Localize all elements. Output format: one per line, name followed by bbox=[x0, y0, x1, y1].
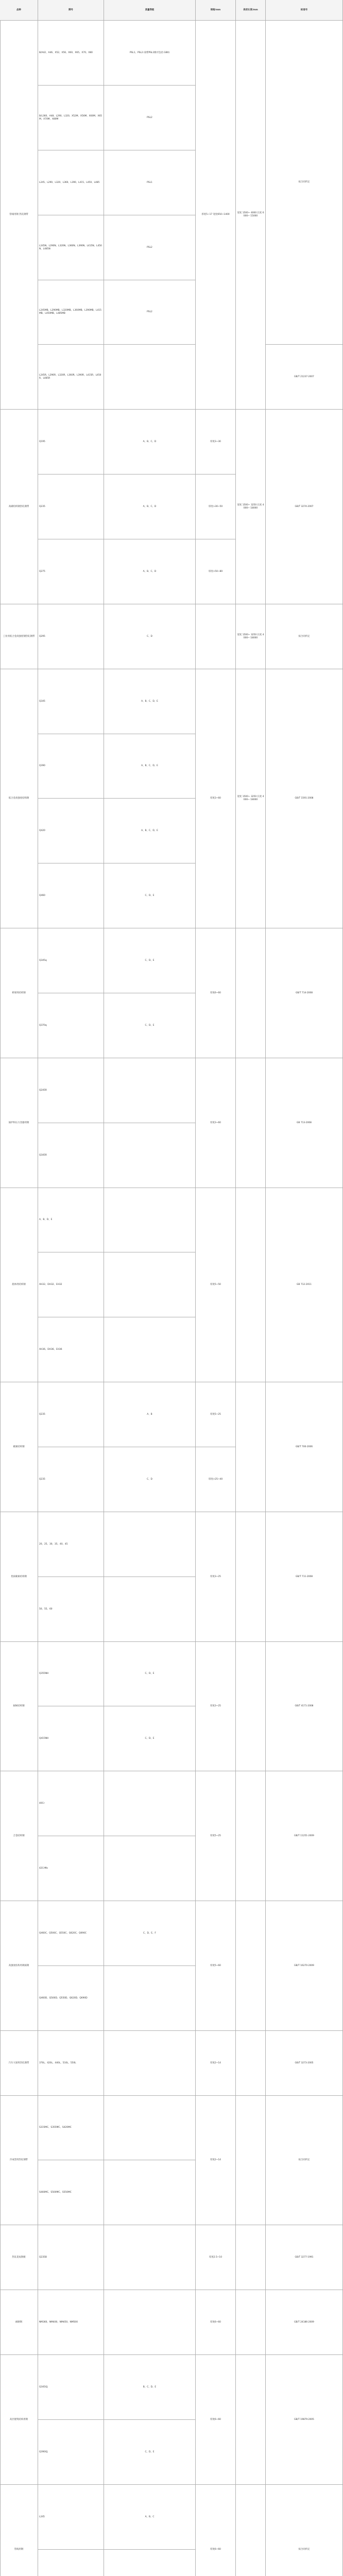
std-cell bbox=[266, 669, 343, 928]
grade-cell bbox=[38, 21, 104, 86]
header-cell-text: 供货长度/mm bbox=[243, 8, 258, 11]
std-cell bbox=[266, 1188, 343, 1382]
grade-cell-text: Q460 bbox=[39, 894, 45, 897]
grade-cell-text: 370L、420L、440L、510L、550L bbox=[39, 2061, 76, 2064]
category-cell-text: 工业用低合金高强度钢热轧钢带 bbox=[3, 635, 35, 638]
header-cell-text: 牌号 bbox=[68, 8, 73, 11]
spec-cell-text: 厚度6~60 bbox=[210, 2320, 221, 2324]
grade-cell bbox=[38, 669, 104, 734]
grade-cell-text: Q345GJ bbox=[39, 2385, 48, 2388]
grade-cell bbox=[38, 2549, 104, 2576]
length-cell-text: 宽度 1500~ 3250 长度 4000~ 18000 bbox=[237, 503, 264, 510]
grade-cell bbox=[38, 1512, 104, 1577]
category-cell-text: 耐磨钢 bbox=[15, 2320, 23, 2324]
std-cell bbox=[266, 1771, 343, 1901]
spec-cell-text: 厚度5~50 bbox=[210, 1283, 221, 1286]
header-cell-text: 质量等级 bbox=[145, 8, 155, 11]
std-cell bbox=[266, 345, 343, 410]
std-cell bbox=[266, 1058, 343, 1188]
spec-cell-text: 厚度5~25 bbox=[210, 1413, 221, 1416]
spec-cell-text: 厚度3~25 bbox=[210, 1575, 221, 1578]
spec-cell-text: 厚度5~60 bbox=[210, 1964, 221, 1967]
length-cell bbox=[236, 21, 266, 410]
grade-cell bbox=[38, 410, 104, 474]
length-cell bbox=[236, 2485, 266, 2576]
category-cell bbox=[0, 928, 38, 1058]
std-cell bbox=[266, 21, 343, 345]
category-cell-text: 桥梁用结构钢 bbox=[12, 991, 26, 994]
quality-cell bbox=[104, 1123, 196, 1188]
grade-cell bbox=[38, 1771, 104, 1836]
category-cell-text: 热轧花纹钢板 bbox=[12, 2256, 26, 2259]
grade-cell bbox=[38, 86, 104, 150]
quality-cell bbox=[104, 1577, 196, 1642]
std-cell-text: GB/T 1591-2008 bbox=[295, 797, 314, 800]
length-cell bbox=[236, 928, 266, 1058]
spec-cell bbox=[196, 2290, 236, 2355]
grade-cell bbox=[38, 2485, 104, 2550]
grade-cell bbox=[38, 150, 104, 215]
grade-cell-text: AH36、DH36、EH36 bbox=[39, 1348, 62, 1351]
quality-cell-text: C、D、E bbox=[145, 894, 155, 897]
spec-cell bbox=[196, 474, 236, 539]
grade-cell bbox=[38, 1706, 104, 1771]
spec-cell bbox=[196, 539, 236, 604]
grade-cell-text: Q235 bbox=[39, 1478, 45, 1481]
spec-cell-text: 厚度6~60 bbox=[210, 2548, 221, 2551]
grade-cell bbox=[38, 1966, 104, 2031]
quality-cell-text: PSL2 bbox=[147, 246, 152, 249]
category-cell-text: 高强度结构用调质钢 bbox=[8, 1964, 29, 1967]
std-cell-text: GB/T 3273-2005 bbox=[295, 2061, 314, 2064]
quality-cell bbox=[104, 928, 196, 993]
quality-cell bbox=[104, 1706, 196, 1771]
grade-cell-text: A、B、D、E bbox=[39, 1218, 53, 1221]
grade-cell-text: Q415NH bbox=[39, 1737, 49, 1740]
grade-cell-text: Q370q bbox=[39, 1024, 47, 1027]
quality-cell-text: A、B、C、D bbox=[143, 570, 157, 573]
length-cell bbox=[236, 1771, 266, 1901]
spec-cell bbox=[196, 2031, 236, 2096]
spec-cell bbox=[196, 604, 236, 669]
grade-cell-text: 50、55、60 bbox=[39, 1607, 53, 1611]
std-cell bbox=[266, 2095, 343, 2225]
grade-cell bbox=[38, 799, 104, 863]
grade-cell-text: Q390GJ bbox=[39, 2450, 48, 2453]
std-cell-text: GB/T 3277-1991 bbox=[295, 2256, 314, 2259]
spec-cell bbox=[196, 21, 236, 410]
category-cell bbox=[0, 21, 38, 410]
std-cell-text: GB/T 3274-2007 bbox=[295, 505, 314, 508]
quality-cell bbox=[104, 604, 196, 669]
grade-cell bbox=[38, 1382, 104, 1447]
quality-cell bbox=[104, 2290, 196, 2355]
category-cell bbox=[0, 2290, 38, 2355]
category-cell-text: 优质碳素结构钢 bbox=[11, 1575, 27, 1578]
length-cell bbox=[236, 604, 266, 669]
grade-cell-text: Q235 bbox=[39, 505, 45, 508]
quality-cell bbox=[104, 1966, 196, 2031]
grade-cell bbox=[38, 604, 104, 669]
std-cell-text: GB/T 714-2008 bbox=[295, 991, 313, 994]
grade-cell bbox=[38, 2225, 104, 2290]
std-cell-text: GB/T 16270-2009 bbox=[294, 1964, 314, 1967]
quality-cell bbox=[104, 539, 196, 604]
quality-cell bbox=[104, 799, 196, 863]
quality-cell-text: C、D、E bbox=[145, 959, 155, 962]
category-cell-text: 管线用钢 热轧钢带 bbox=[9, 213, 28, 216]
grade-cell-text: Q460C、Q500C、Q550C、Q620C、Q690C bbox=[39, 1931, 87, 1935]
spec-cell bbox=[196, 1771, 236, 1901]
category-cell bbox=[0, 2095, 38, 2225]
spec-cell bbox=[196, 2355, 236, 2485]
category-cell bbox=[0, 2225, 38, 2290]
grade-cell bbox=[38, 280, 104, 345]
spec-cell bbox=[196, 410, 236, 474]
spec-cell-text: 厚度6~60 bbox=[210, 991, 221, 994]
spec-cell-text: 厚度2~14 bbox=[210, 2158, 221, 2161]
quality-cell-text: C、D、E bbox=[145, 1672, 155, 1675]
grade-cell-text: Q295 bbox=[39, 635, 45, 638]
quality-cell bbox=[104, 2485, 196, 2550]
length-cell bbox=[236, 2031, 266, 2096]
grade-cell-text: L245MB、L290MB、L320MB、L360MB、L390MB、L415MB、L450MB、L485MB bbox=[39, 309, 101, 315]
grade-cell-text: L245、L290、L320、L360、L390、L415、L450、L485 bbox=[39, 181, 100, 184]
length-cell-text: 宽度 1500~ 4000 长度 6000~ 15000 bbox=[237, 212, 264, 217]
category-cell-text: 管线用钢 bbox=[14, 2548, 24, 2551]
quality-cell-text: PSL2 bbox=[147, 310, 152, 313]
grade-cell-text: 40Cr bbox=[39, 1802, 45, 1805]
category-cell-text: 高层建筑结构用钢 bbox=[9, 2418, 28, 2421]
quality-cell bbox=[104, 150, 196, 215]
grade-cell-text: L245R、L290R、L320R、L360R、L390R、L415R、L450R、L485R bbox=[39, 374, 101, 380]
quality-cell bbox=[104, 2160, 196, 2225]
grade-cell bbox=[38, 2355, 104, 2420]
quality-cell bbox=[104, 1447, 196, 1512]
quality-cell bbox=[104, 1901, 196, 1966]
category-cell-text: 冷成型用热轧钢带 bbox=[9, 2158, 28, 2161]
length-cell bbox=[236, 2095, 266, 2225]
spec-cell bbox=[196, 1188, 236, 1382]
std-cell-text: GB/T 4171-2008 bbox=[295, 1704, 314, 1707]
length-cell bbox=[236, 1512, 266, 1642]
std-cell bbox=[266, 2225, 343, 2290]
std-cell bbox=[266, 1641, 343, 1771]
category-cell bbox=[0, 604, 38, 669]
header-cell-text: 品种 bbox=[16, 8, 21, 11]
grade-cell-text: S315MC、S355MC、S420MC bbox=[39, 2126, 72, 2129]
length-cell-text: 宽度 1500~ 3250 长度 4000~ 18000 bbox=[237, 795, 264, 801]
std-cell-text: 按合同约定 bbox=[298, 2158, 310, 2161]
quality-cell bbox=[104, 345, 196, 410]
spec-cell-text: 厚度>30~50 bbox=[208, 505, 223, 508]
grade-cell-text: B/L360、A48、L290、L320、X52M、X56M、X60M、X65M、X70M、X80M bbox=[39, 114, 102, 121]
std-cell bbox=[266, 1382, 343, 1512]
std-cell-text: GB/T 21237-2007 bbox=[294, 375, 314, 378]
length-cell bbox=[236, 1058, 266, 1188]
grade-cell-text: Q345q bbox=[39, 959, 47, 962]
spec-cell-text: 厚度6~60 bbox=[210, 2418, 221, 2421]
std-cell-text: GB/T 24186-2009 bbox=[294, 2320, 314, 2324]
spec-cell bbox=[196, 1901, 236, 2031]
std-cell bbox=[266, 2290, 343, 2355]
grade-cell-text: 20、25、30、35、40、45 bbox=[39, 1543, 68, 1546]
grade-cell bbox=[38, 1123, 104, 1188]
category-cell-text: 汽车大梁用热轧钢带 bbox=[8, 2061, 29, 2064]
std-cell-text: GB/T 711-2008 bbox=[295, 1575, 313, 1578]
spec-cell bbox=[196, 2225, 236, 2290]
std-cell bbox=[266, 410, 343, 604]
spec-cell-text: 厚度>25~40 bbox=[208, 1478, 223, 1481]
grade-cell bbox=[38, 1641, 104, 1706]
category-cell-text: 碳素结构钢 bbox=[13, 1445, 25, 1448]
std-cell bbox=[266, 1901, 343, 2031]
header-cell-text: 规格/mm bbox=[210, 8, 221, 11]
quality-cell bbox=[104, 86, 196, 150]
length-cell bbox=[236, 2355, 266, 2485]
quality-cell-text: A、B、C、D、E bbox=[141, 764, 158, 767]
grade-cell-text: Q345R bbox=[39, 1154, 47, 1157]
category-cell bbox=[0, 2485, 38, 2576]
header-cell-text: 标准号 bbox=[300, 8, 308, 11]
quality-cell-text: A、B、C、D、E bbox=[141, 700, 158, 703]
grade-cell bbox=[38, 2031, 104, 2096]
grade-cell bbox=[38, 1058, 104, 1123]
grade-cell bbox=[38, 539, 104, 604]
category-cell bbox=[0, 2031, 38, 2096]
spec-cell bbox=[196, 2095, 236, 2225]
quality-cell bbox=[104, 1188, 196, 1252]
quality-cell bbox=[104, 1317, 196, 1382]
grade-cell bbox=[38, 928, 104, 993]
grade-cell-text: Q355NH bbox=[39, 1672, 49, 1675]
grade-cell bbox=[38, 2160, 104, 2225]
quality-cell-text: C、D、E bbox=[145, 1737, 155, 1740]
quality-cell bbox=[104, 1641, 196, 1706]
grade-cell bbox=[38, 2095, 104, 2160]
category-cell bbox=[0, 1188, 38, 1382]
quality-cell bbox=[104, 993, 196, 1058]
quality-cell-text: C、D、E bbox=[145, 1024, 155, 1027]
quality-cell-text: A、B bbox=[147, 1413, 152, 1416]
quality-cell bbox=[104, 863, 196, 928]
spec-cell bbox=[196, 1058, 236, 1188]
length-cell bbox=[236, 2225, 266, 2290]
category-cell-text: 合金结构钢 bbox=[13, 1834, 25, 1837]
std-cell bbox=[266, 2355, 343, 2485]
grade-cell bbox=[38, 863, 104, 928]
grade-cell-text: Q245R bbox=[39, 1089, 47, 1092]
grade-cell bbox=[38, 1188, 104, 1252]
grade-cell-text: NM360、NM400、NM450、NM500 bbox=[39, 2320, 78, 2324]
category-cell bbox=[0, 1512, 38, 1642]
std-cell-text: 按合同约定 bbox=[298, 635, 310, 638]
category-cell bbox=[0, 1641, 38, 1771]
category-cell bbox=[0, 669, 38, 928]
category-cell bbox=[0, 1771, 38, 1901]
spec-cell-text: 厚度5~25 bbox=[210, 1834, 221, 1837]
quality-cell bbox=[104, 2549, 196, 2576]
header-cell bbox=[236, 0, 266, 21]
quality-cell-text: B、C、D、E bbox=[143, 2385, 157, 2388]
spec-cell bbox=[196, 928, 236, 1058]
quality-cell bbox=[104, 280, 196, 345]
std-cell-text: GB 712-2011 bbox=[297, 1283, 312, 1286]
grade-cell bbox=[38, 1447, 104, 1512]
quality-cell-text: C、D bbox=[147, 1478, 152, 1481]
grade-cell-text: Q420 bbox=[39, 829, 45, 832]
quality-cell-text: A、B、C bbox=[145, 2515, 155, 2518]
quality-cell bbox=[104, 1382, 196, 1447]
quality-cell bbox=[104, 2420, 196, 2485]
quality-cell bbox=[104, 734, 196, 799]
grade-cell-text: Q235 bbox=[39, 1413, 45, 1416]
category-cell bbox=[0, 1058, 38, 1188]
spec-cell bbox=[196, 669, 236, 928]
category-cell bbox=[0, 2355, 38, 2485]
length-cell-text: 宽度 1500~ 3250 长度 4000~ 18000 bbox=[237, 633, 264, 639]
quality-cell bbox=[104, 2095, 196, 2160]
std-cell-text: GB/T 11251-2009 bbox=[294, 1834, 314, 1837]
grade-cell-text: Q345 bbox=[39, 700, 45, 703]
grade-cell-text: Q235B bbox=[39, 2256, 47, 2259]
grade-cell bbox=[38, 2420, 104, 2485]
grade-cell bbox=[38, 734, 104, 799]
header-cell bbox=[104, 0, 196, 21]
quality-cell bbox=[104, 669, 196, 734]
length-cell bbox=[236, 1188, 266, 1382]
header-cell bbox=[0, 0, 38, 21]
spec-cell-text: 厚度3~60 bbox=[210, 797, 221, 800]
grade-cell bbox=[38, 345, 104, 410]
spec-cell bbox=[196, 1641, 236, 1771]
grade-cell-text: AH32、DH32、EH32 bbox=[39, 1283, 62, 1286]
length-cell bbox=[236, 1901, 266, 2031]
quality-cell-text: C、D bbox=[147, 635, 152, 638]
grade-cell-text: S460MC、S500MC、S550MC bbox=[39, 2191, 72, 2194]
header-cell bbox=[266, 0, 343, 21]
quality-cell-text: C、D、E bbox=[145, 2450, 155, 2453]
quality-cell bbox=[104, 1252, 196, 1317]
quality-cell bbox=[104, 1512, 196, 1577]
std-cell-text: 按合同约定 bbox=[298, 2548, 310, 2551]
quality-cell bbox=[104, 215, 196, 280]
quality-cell bbox=[104, 2225, 196, 2290]
header-cell bbox=[38, 0, 104, 21]
std-cell bbox=[266, 2031, 343, 2096]
grade-cell-text: Q460D、Q500D、Q550D、Q620D、Q690D bbox=[39, 1996, 88, 1999]
grade-cell-text: Q275 bbox=[39, 570, 45, 573]
category-cell-text: 船体用结构钢 bbox=[12, 1283, 26, 1286]
std-cell bbox=[266, 928, 343, 1058]
category-cell-text: 低合金高强度结构钢 bbox=[8, 797, 29, 800]
spec-cell bbox=[196, 1382, 236, 1447]
grade-cell bbox=[38, 474, 104, 539]
std-cell bbox=[266, 1512, 343, 1642]
std-cell-text: GB/T 700-2006 bbox=[295, 1445, 313, 1448]
grade-cell bbox=[38, 1836, 104, 1901]
grade-cell-text: Q390 bbox=[39, 764, 45, 767]
spec-cell-text: 厚度2.5~10 bbox=[209, 2256, 222, 2259]
category-cell-text: 耐候结构钢 bbox=[13, 1704, 25, 1707]
spec-cell bbox=[196, 1447, 236, 1512]
category-cell-text: 锅炉和压力容器用钢 bbox=[8, 1121, 29, 1124]
quality-cell-text: PSL1 bbox=[147, 181, 152, 184]
grade-cell bbox=[38, 215, 104, 280]
spec-cell-text: 厚度3~60 bbox=[210, 1121, 221, 1124]
quality-cell-text: A、B、C、D bbox=[143, 505, 157, 508]
length-cell bbox=[236, 410, 266, 604]
length-cell bbox=[236, 1641, 266, 1771]
length-cell bbox=[236, 2290, 266, 2355]
quality-cell bbox=[104, 1836, 196, 1901]
spec-cell-text: 厚度>50~80 bbox=[208, 570, 223, 573]
length-cell bbox=[236, 1382, 266, 1512]
quality-cell-text: A、B、C、D bbox=[143, 440, 157, 443]
grade-cell bbox=[38, 1901, 104, 1966]
quality-cell bbox=[104, 1771, 196, 1836]
category-cell bbox=[0, 410, 38, 604]
grade-cell bbox=[38, 2290, 104, 2355]
spec-cell bbox=[196, 2485, 236, 2576]
quality-cell bbox=[104, 2031, 196, 2096]
spec-cell-text: 厚度3~30 bbox=[210, 440, 221, 443]
length-cell bbox=[236, 669, 266, 928]
quality-cell bbox=[104, 1058, 196, 1123]
std-cell bbox=[266, 2485, 343, 2576]
quality-cell bbox=[104, 474, 196, 539]
quality-cell-text: A、B、C、D、E bbox=[141, 829, 158, 832]
category-cell bbox=[0, 1901, 38, 2031]
quality-cell bbox=[104, 410, 196, 474]
spec-cell bbox=[196, 1512, 236, 1642]
quality-cell-text: PSL2 bbox=[147, 116, 152, 119]
quality-cell-text: PSL1、PSL2 (Q带PSL1级可包括 GB0) bbox=[129, 51, 170, 54]
grade-cell bbox=[38, 1317, 104, 1382]
grade-cell-text: B/A42、A46、X52、X56、X60、X65、X70、X80 bbox=[39, 51, 93, 54]
std-cell bbox=[266, 604, 343, 669]
spec-cell-text: 厚度3~25 bbox=[210, 1704, 221, 1707]
quality-cell-text: C、D、E、F bbox=[143, 1931, 156, 1935]
quality-cell bbox=[104, 21, 196, 86]
spec-cell-text: 厚度5~17 宽度650~1400 bbox=[201, 213, 230, 216]
std-cell-text: GB 713-2008 bbox=[297, 1121, 312, 1124]
grade-cell bbox=[38, 1252, 104, 1317]
grade-cell-text: 42CrMo bbox=[39, 1867, 48, 1870]
grade-cell bbox=[38, 1577, 104, 1642]
header-cell bbox=[196, 0, 236, 21]
grade-cell-text: Q195 bbox=[39, 440, 45, 443]
grade-cell-text: L245 bbox=[39, 2515, 45, 2518]
spec-cell-text: 厚度2~14 bbox=[210, 2061, 221, 2064]
grade-cell bbox=[38, 993, 104, 1058]
grade-cell-text: L245N、L290N、L320N、L360N、L390N、L415N、L450N、L485N bbox=[39, 244, 102, 250]
std-cell-text: GB/T 19879-2005 bbox=[294, 2418, 314, 2421]
category-cell bbox=[0, 1382, 38, 1512]
std-cell-text: 按合同约定 bbox=[298, 181, 310, 184]
quality-cell bbox=[104, 2355, 196, 2420]
category-cell-text: 高碳结构钢热轧钢带 bbox=[8, 505, 29, 508]
